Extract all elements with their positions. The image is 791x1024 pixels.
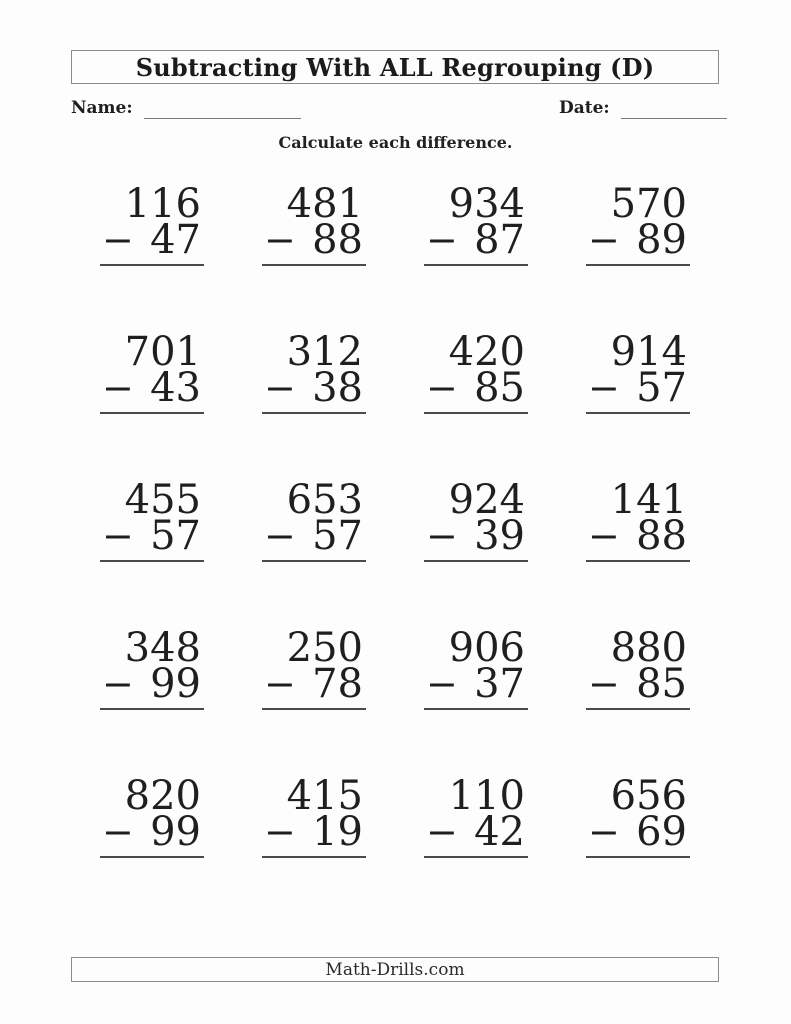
minus-operator: − — [264, 218, 296, 262]
subtraction-problem — [262, 329, 366, 414]
subtraction-problem — [586, 477, 690, 562]
subtraction-problem — [100, 477, 204, 562]
problem-cell — [233, 612, 395, 760]
answer-space[interactable] — [100, 856, 204, 858]
subtraction-problem — [424, 329, 528, 414]
minus-operator: − — [588, 218, 620, 262]
problem-cell — [71, 612, 233, 760]
minus-operator: − — [588, 662, 620, 706]
subtraction-problem — [586, 181, 690, 266]
minus-operator: − — [102, 366, 134, 410]
minus-operator: − — [426, 810, 458, 854]
problem-cell — [557, 168, 719, 316]
name-label: Name: — [71, 98, 133, 118]
answer-space[interactable] — [100, 708, 204, 710]
answer-space[interactable] — [586, 856, 690, 858]
footer-site-text: Math-Drills.com — [325, 959, 465, 980]
minuend: 906 — [448, 625, 525, 671]
subtraction-problem — [586, 329, 690, 414]
subtraction-problem — [586, 625, 690, 710]
page-title: Subtracting With ALL Regrouping (D) — [135, 52, 655, 82]
minus-operator: − — [426, 218, 458, 262]
subtraction-problem — [262, 625, 366, 710]
subtrahend-row — [424, 217, 528, 263]
problem-cell — [557, 316, 719, 464]
problems-grid — [71, 168, 719, 908]
subtrahend: 85 — [636, 661, 687, 707]
subtrahend-row — [424, 661, 528, 707]
minuend: 455 — [124, 477, 201, 523]
subtrahend-row — [586, 365, 690, 411]
subtrahend-row — [100, 217, 204, 263]
answer-space[interactable] — [424, 560, 528, 562]
answer-space[interactable] — [100, 412, 204, 414]
subtrahend-row — [586, 217, 690, 263]
subtrahend-row — [262, 661, 366, 707]
answer-space[interactable] — [586, 264, 690, 266]
minuend: 570 — [610, 181, 687, 227]
subtraction-problem — [100, 329, 204, 414]
footer-box — [71, 957, 719, 982]
minus-operator: − — [426, 514, 458, 558]
minuend: 653 — [286, 477, 363, 523]
problem-cell — [71, 168, 233, 316]
subtrahend: 47 — [150, 217, 201, 263]
subtraction-problem — [100, 773, 204, 858]
subtraction-problem — [100, 625, 204, 710]
problem-cell — [233, 168, 395, 316]
subtrahend-row — [262, 809, 366, 855]
answer-space[interactable] — [262, 856, 366, 858]
problem-cell — [395, 464, 557, 612]
date-input[interactable] — [621, 98, 727, 119]
minuend: 914 — [610, 329, 687, 375]
subtrahend-row — [586, 661, 690, 707]
subtrahend: 57 — [636, 365, 687, 411]
answer-space[interactable] — [100, 560, 204, 562]
minuend: 820 — [124, 773, 201, 819]
subtraction-problem — [424, 477, 528, 562]
subtraction-problem — [262, 477, 366, 562]
minus-operator: − — [102, 218, 134, 262]
minuend: 880 — [610, 625, 687, 671]
minus-operator: − — [426, 662, 458, 706]
name-field-group — [71, 97, 301, 119]
subtrahend: 19 — [312, 809, 363, 855]
subtrahend: 99 — [150, 661, 201, 707]
answer-space[interactable] — [586, 412, 690, 414]
problem-cell — [557, 464, 719, 612]
minuend: 481 — [286, 181, 363, 227]
minuend: 348 — [124, 625, 201, 671]
subtrahend-row — [424, 809, 528, 855]
subtrahend: 88 — [636, 513, 687, 559]
subtrahend: 78 — [312, 661, 363, 707]
subtraction-problem — [424, 625, 528, 710]
minus-operator: − — [264, 366, 296, 410]
subtrahend-row — [262, 513, 366, 559]
problem-cell — [557, 612, 719, 760]
minus-operator: − — [588, 514, 620, 558]
instruction-text: Calculate each difference. — [278, 133, 513, 152]
problem-cell — [71, 760, 233, 908]
subtrahend-row — [100, 809, 204, 855]
date-field-group — [559, 97, 727, 119]
minus-operator: − — [588, 810, 620, 854]
minuend: 934 — [448, 181, 525, 227]
answer-space[interactable] — [262, 708, 366, 710]
subtrahend-row — [424, 365, 528, 411]
subtrahend-row — [586, 513, 690, 559]
subtrahend-row — [100, 365, 204, 411]
subtrahend: 89 — [636, 217, 687, 263]
problem-cell — [557, 760, 719, 908]
minuend: 250 — [286, 625, 363, 671]
problem-cell — [395, 612, 557, 760]
subtrahend: 37 — [474, 661, 525, 707]
minuend: 656 — [610, 773, 687, 819]
minuend: 924 — [448, 477, 525, 523]
problem-cell — [71, 316, 233, 464]
problem-cell — [233, 464, 395, 612]
subtraction-problem — [424, 181, 528, 266]
subtrahend-row — [100, 513, 204, 559]
subtrahend: 85 — [474, 365, 525, 411]
subtrahend: 88 — [312, 217, 363, 263]
problem-cell — [233, 760, 395, 908]
subtrahend-row — [586, 809, 690, 855]
answer-space[interactable] — [586, 708, 690, 710]
subtrahend: 38 — [312, 365, 363, 411]
name-input[interactable] — [144, 98, 301, 119]
problem-cell — [395, 316, 557, 464]
minus-operator: − — [588, 366, 620, 410]
subtrahend: 99 — [150, 809, 201, 855]
subtraction-problem — [424, 773, 528, 858]
title-box — [71, 50, 719, 84]
answer-space[interactable] — [424, 708, 528, 710]
minus-operator: − — [102, 514, 134, 558]
subtrahend: 87 — [474, 217, 525, 263]
subtrahend-row — [424, 513, 528, 559]
minus-operator: − — [426, 366, 458, 410]
minuend: 420 — [448, 329, 525, 375]
minus-operator: − — [102, 662, 134, 706]
answer-space[interactable] — [424, 856, 528, 858]
answer-space[interactable] — [262, 264, 366, 266]
problem-cell — [71, 464, 233, 612]
subtraction-problem — [262, 181, 366, 266]
subtrahend: 43 — [150, 365, 201, 411]
answer-space[interactable] — [424, 264, 528, 266]
subtrahend: 39 — [474, 513, 525, 559]
answer-space[interactable] — [262, 560, 366, 562]
minuend: 110 — [448, 773, 525, 819]
problem-cell — [395, 168, 557, 316]
subtrahend: 57 — [312, 513, 363, 559]
minuend: 701 — [124, 329, 201, 375]
subtraction-problem — [262, 773, 366, 858]
problem-cell — [395, 760, 557, 908]
subtrahend: 69 — [636, 809, 687, 855]
minuend: 141 — [610, 477, 687, 523]
subtrahend: 42 — [474, 809, 525, 855]
minuend: 116 — [124, 181, 201, 227]
answer-space[interactable] — [262, 412, 366, 414]
subtrahend-row — [100, 661, 204, 707]
minuend: 312 — [286, 329, 363, 375]
answer-space[interactable] — [100, 264, 204, 266]
minus-operator: − — [264, 662, 296, 706]
subtraction-problem — [586, 773, 690, 858]
subtrahend-row — [262, 217, 366, 263]
subtrahend-row — [262, 365, 366, 411]
subtraction-problem — [100, 181, 204, 266]
minus-operator: − — [102, 810, 134, 854]
minus-operator: − — [264, 810, 296, 854]
date-label: Date: — [559, 98, 610, 118]
minus-operator: − — [264, 514, 296, 558]
answer-space[interactable] — [586, 560, 690, 562]
problem-cell — [233, 316, 395, 464]
minuend: 415 — [286, 773, 363, 819]
subtrahend: 57 — [150, 513, 201, 559]
answer-space[interactable] — [424, 412, 528, 414]
